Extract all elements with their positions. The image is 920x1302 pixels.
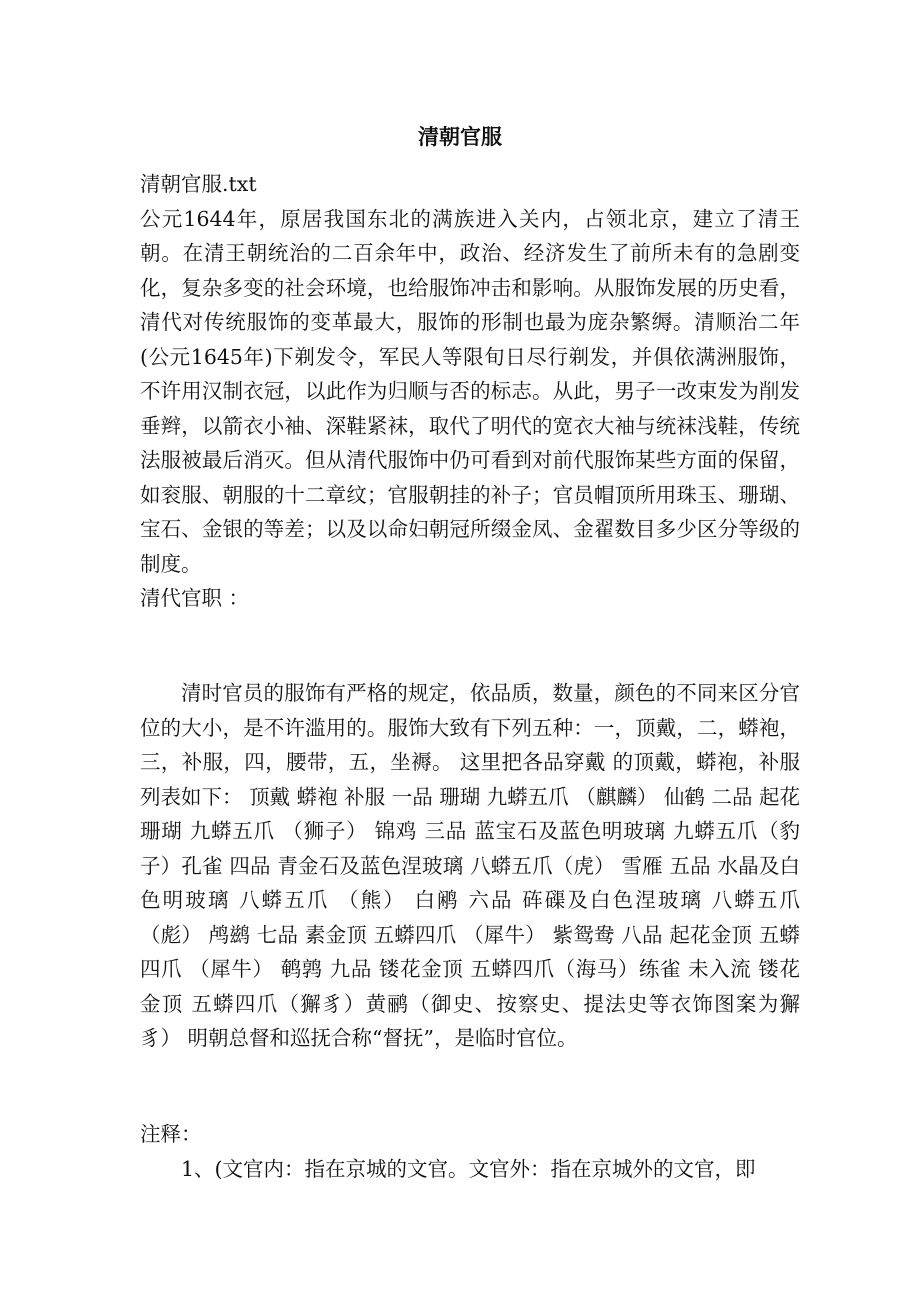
- intro-section: [140, 167, 800, 616]
- document-title: 清朝官服: [418, 124, 502, 149]
- official-costume-paragraph: 清时官员的服饰有严格的规定，依品质，数量，颜色的不同来区分官位的大小，是不许滥用的。服饰大致有下列五种：一，顶戴，二，蟒袍，三，补服，四，腰带，五，坐褥。 这里把各品穿戴 的顶戴，蟒袍，补服列表如下： 顶戴 蟒袍 补服 一品 珊瑚 九蟒五爪 （麒麟） 仙鹤 二品 起花珊瑚 九蟒五爪 （狮子） 锦鸡 三品 蓝宝石及蓝色明玻璃 九蟒五爪（豹子）孔雀 四品 青金石及蓝色涅玻璃 八蟒五爪（虎） 雪雁 五品 水晶及白色明玻璃 八蟒五爪 （熊） 白鹇 六品 砗磲及白色涅玻璃 八蟒五爪 （彪） 鸬鹚 七品 素金顶 五蟒四爪 （犀牛） 紫鸳鸯 八品 起花金顶 五蟒四爪 （犀牛） 鹌鹑 九品 镂花金顶 五蟒四爪（海马）练雀 未入流 镂花金顶 五蟒四爪（獬豸）黄鹂（御史、按察史、提法史等衣饰图案为獬豸） 明朝总督和巡抚合称“督抚”，是临时官位。: [140, 681, 800, 1050]
- notes-section: [140, 1117, 800, 1186]
- section-heading: 清代官职 ：: [140, 586, 250, 610]
- intro-paragraph: 公元1644年，原居我国东北的满族进入关内，占领北京，建立了清王朝。在清王朝统治的二百余年中，政治、经济发生了前所未有的急剧变化，复杂多变的社会环境，也给服饰冲击和影响。从服饰发展的历史看，清代对传统服饰的变革最大，服饰的形制也最为庞杂繁缛。清顺治二年(公元1645年)下剃发令，军民人等限旬日尽行剃发，并俱依满洲服饰，不许用汉制衣冠，以此作为归顺与否的标志。从此，男子一改束发为削发垂辫，以箭衣小袖、深鞋紧袜，取代了明代的宽衣大袖与统袜浅鞋，传统法服被最后消灭。但从清代服饰中仍可看到对前代服饰某些方面的保留，如衮服、朝服的十二章纹；官服朝挂的补子；官员帽顶所用珠玉、珊瑚、宝石、金银的等差；以及以命妇朝冠所缀金凤、金翟数目多少区分等级的制度。: [140, 206, 800, 576]
- notes-heading: 注释：: [140, 1122, 202, 1146]
- file-name: 清朝官服.txt: [140, 172, 257, 196]
- note-item: 1、(文官内：指在京城的文官。文官外：指在京城外的文官，即: [181, 1156, 756, 1181]
